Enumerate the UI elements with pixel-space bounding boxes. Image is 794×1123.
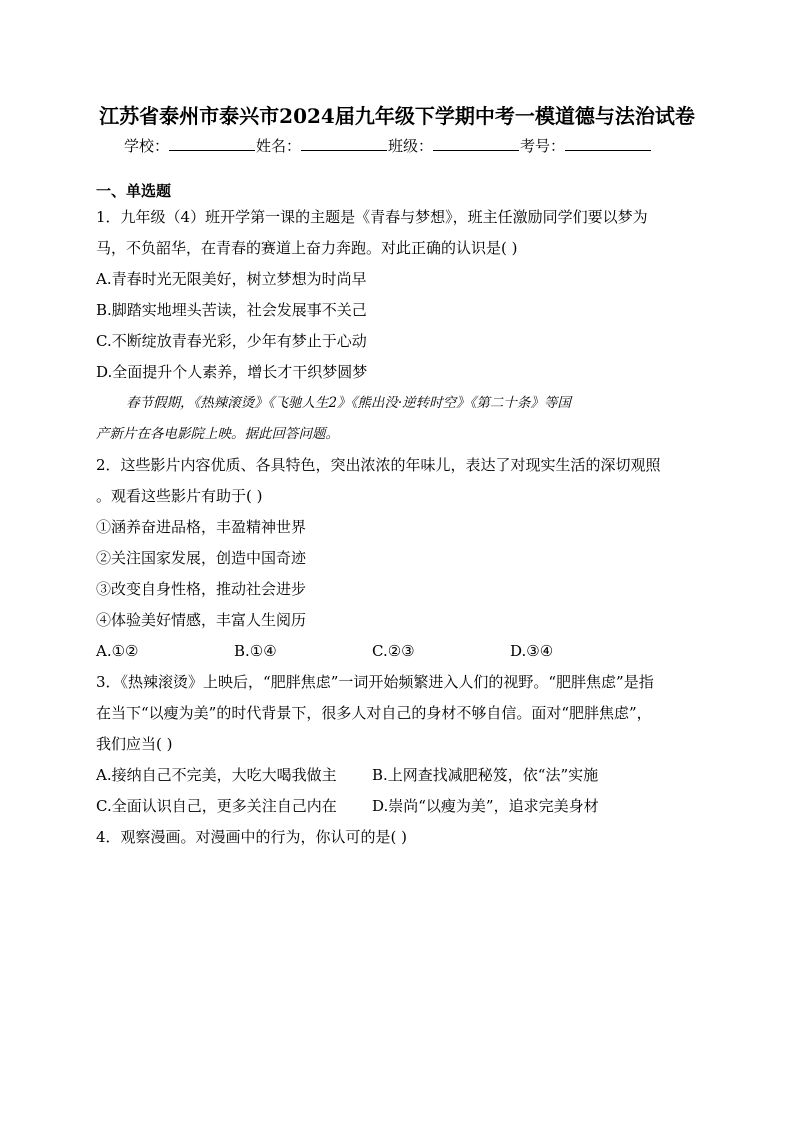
- question-stem-line: 1．九年级（4）班开学第一课的主题是《青春与梦想》，班主任激励同学们要以梦为: [96, 208, 648, 226]
- exam-title: 江苏省泰州市泰兴市2024届九年级下学期中考一模道德与法治试卷: [99, 104, 695, 128]
- question-stem-line: 3．《热辣滚烫》上映后，“肥胖焦虑”一词开始频繁进入人们的视野。“肥胖焦虑”是指: [96, 673, 654, 691]
- statement-2: ②关注国家发展，创造中国奇迹: [96, 549, 307, 567]
- exam-number-label: 考号：: [520, 137, 566, 155]
- school-blank: [169, 136, 255, 151]
- option-d: D.③④: [510, 642, 554, 660]
- option-d: D.全面提升个人素养，增长才干织梦圆梦: [96, 363, 368, 381]
- question-1: [96, 202, 701, 388]
- options-row: [96, 760, 701, 791]
- exam-content: [96, 180, 701, 853]
- material-line: 产新片在各电影院上映。据此回答问题。: [96, 426, 339, 442]
- question-stem-line: 4．观察漫画。对漫画中的行为，你认可的是( ): [96, 828, 408, 846]
- option-b: B.①④: [234, 642, 277, 660]
- option-c: C.全面认识自己，更多关注自己内在: [96, 797, 337, 815]
- statement-3: ③改变自身性格，推动社会进步: [96, 580, 307, 598]
- school-label: 学校：: [124, 137, 170, 155]
- option-b: B.脚踏实地埋头苦读，社会发展事不关己: [96, 301, 367, 319]
- class-label: 班级：: [388, 137, 434, 155]
- name-label: 姓名：: [256, 137, 302, 155]
- material-line: 春节假期，《热辣滚烫》《飞驰人生2》《熊出没·逆转时空》《第二十条》等国: [126, 395, 571, 411]
- question-stem-line: 2．这些影片内容优质、各具特色，突出浓浓的年味儿，表达了对现实生活的深切观照: [96, 456, 661, 474]
- statement-4: ④体验美好情感，丰富人生阅历: [96, 611, 307, 629]
- option-d: D.崇尚“以瘦为美”，追求完美身材: [372, 797, 599, 815]
- option-a: A.接纳自己不完美，大吃大喝我做主: [96, 766, 337, 784]
- option-a: A.①②: [96, 642, 139, 660]
- question-3: [96, 667, 701, 822]
- option-a: A.青春时光无限美好，树立梦想为时尚早: [96, 270, 367, 288]
- exam-number-field: [520, 135, 652, 156]
- name-field: [256, 135, 388, 156]
- question-stem-line: 。观看这些影片有助于( ): [96, 487, 263, 505]
- option-b: B.上网查找减肥秘笈，依“法”实施: [372, 766, 599, 784]
- class-field: [388, 135, 520, 156]
- statement-1: ①涵养奋进品格，丰盈精神世界: [96, 518, 307, 536]
- options-row: [96, 636, 701, 667]
- reading-material: [96, 388, 701, 450]
- question-4: [96, 822, 701, 853]
- question-2: [96, 450, 701, 667]
- class-blank: [433, 136, 519, 151]
- school-field: [124, 135, 256, 156]
- name-blank: [301, 136, 387, 151]
- question-stem-line: 马，不负韶华，在青春的赛道上奋力奔跑。对此正确的认识是( ): [96, 239, 518, 257]
- question-stem-line: 我们应当( ): [96, 735, 173, 753]
- option-c: C.②③: [372, 642, 415, 660]
- exam-number-blank: [565, 136, 651, 151]
- section-heading: 一、单选题: [96, 182, 172, 200]
- option-c: C.不断绽放青春光彩，少年有梦止于心动: [96, 332, 367, 350]
- student-info-line: [124, 135, 652, 156]
- options-row: [96, 791, 701, 822]
- question-stem-line: 在当下“以瘦为美”的时代背景下，很多人对自己的身材不够自信。面对“肥胖焦虑”，: [96, 704, 652, 722]
